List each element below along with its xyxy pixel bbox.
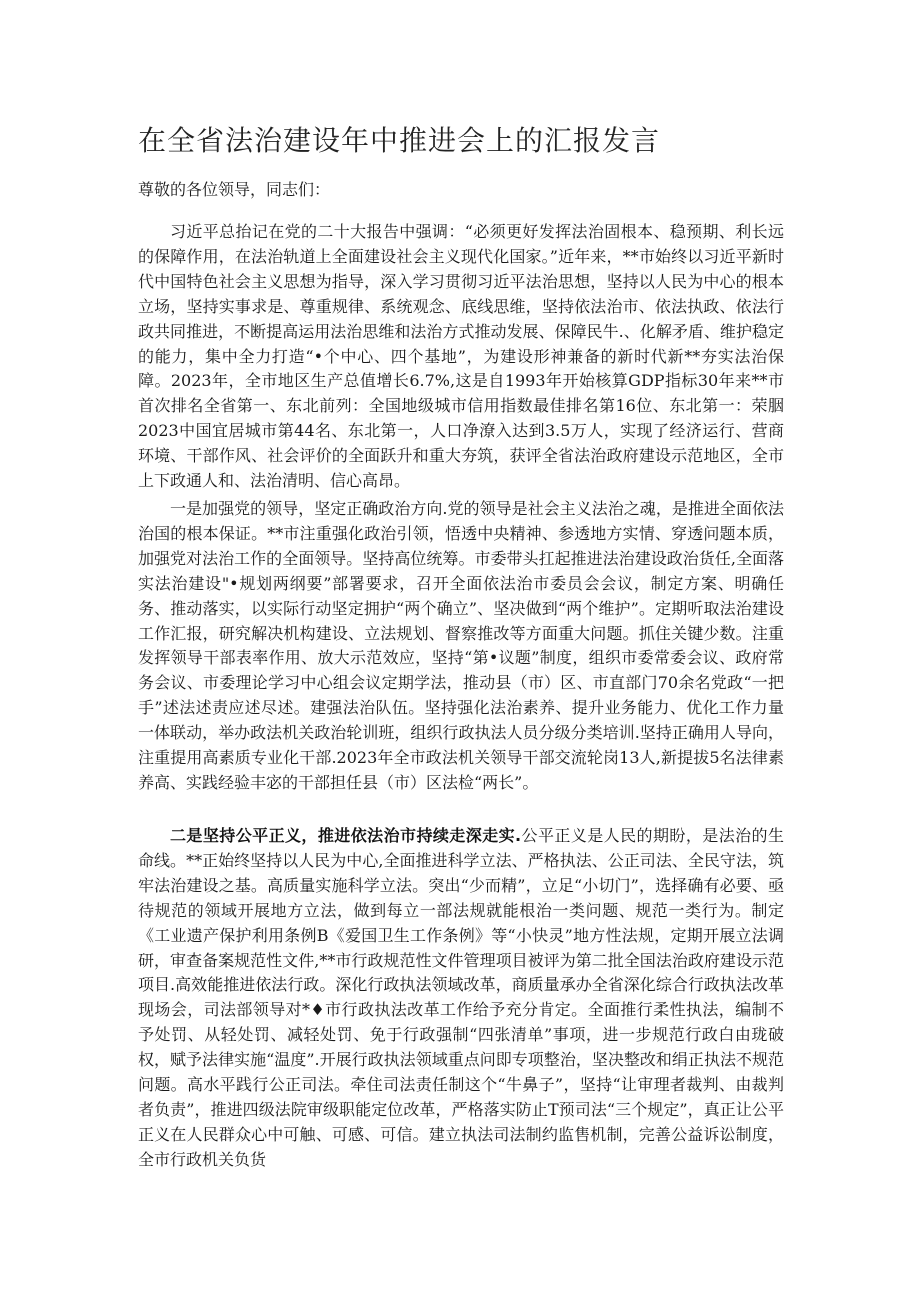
paragraph-text: 公平正义是人民的期盼，是法治的生命线。**正始终坚持以人民为中心,全面推进科学立法、严格执法、公正司法、全民守法，筑牢法治建设之基。高质量实施科学立法。突出“少而精”，立足“小切门”，选择确有必要、亟待规范的领域开展地方立法，做到每立一部法规就能根治一类问题、规范一类行为。制定《工业遗产保护利用条例B《爱国卫生工作条例》等“小快灵”地方性法规，定期开展立法调研，审查备案规范性文件,**市行政规范性文件管理项目被评为第二批全国法治政府建设示范项目.高效能推进依法行政。深化行政执法领域改革，商质量承办全省深化综合行政执法改革现场会，司法部领导对*♦市行政执法改革工作给予充分肯定。全面推行柔性执法，编制不予处罚、从轻处罚、减轻处罚、免于行政强制“四张清单”事项，进一步规范行政白由珑破权，赋予法律实施“温度”.开展行政执法领域重点问即专项整治，坚决整改和绢正执法不规范问题。高水平践行公正司法。牵住司法责任制这个“牛鼻子”，坚持“让审理者裁判、由裁判者负责”，推进四级法院审级职能定位改革，严格落实防止T预司法“三个规定”，真正让公平正义在人民群众心中可触、可感、可信。建立执法司法制约监售机制，完善公益诉讼制度，全市行政机关负货 xyxy=(138,826,784,1169)
paragraph-text: 一是加强党的领导，坚定正确政治方向.党的领导是社会主义法治之魂，是推进全面依法治国的根本保证。**市注重强化政治引领，悟透中央精神、参透地方实情、穿透问题本质，加强党对法治工作的全面领导。坚持高位统筹。市委带头扛起推进法治建设政治货任,全面落实法治建设"•规划两纲要”部署要求，召开全面依法治市委员会会议，制定方案、明确任务、推动落实，以实际行动坚定拥护“两个确立”、坚决做到“两个维护”。定期听取法治建设工作汇报，研究解决机构建设、立法规划、督察推改等方面重大问题。抓住关键少数。注重发挥领导干部表率作用、放大示范效应，坚持“第•议题”制度，组织市委常委会议、政府常务会议、市委理论学习中心组会议定期学法，推动县（市）区、市直部门70余名党政“一把手”述法述责应述尽述。建强法治队伍。坚持强化法治素养、提升业务能力、优化工作力量一体联动，举办政法机关政治轮训班，组织行政执法人员分级分类培训.坚持正确用人导向，注重提用高素质专业化干部.2023年全市政法机关领导干部交流轮岗13人,新提拔5名法律素养高、实践经验丰宓的干部担任县（市）区法检“两长”。 xyxy=(138,499,784,792)
paragraph-lead: 二是坚持公平正义，推进依法治市持续走深走实. xyxy=(170,826,522,845)
paragraph-text: 习近平总抬记在党的二十大报告中强调：“必须更好发挥法治固根本、稳预期、利长远的保障作用，在法治轨道上全面建设社会主义现代化国家。”近年来，**市始终以习近平新时代中国特色社会主义思想为指导，深入学习贯彻习近平法治思想，坚持以人民为中心的根本立场，坚持实事求是、尊重规律、系统观念、底线思维，坚持依法治市、依法执政、依法行政共同推进，不断提高运用法治思维和法治方式推动发展、保障民牛.、化解矛盾、维护稳定的能力，集中全力打造“•个中心、四个基地”，为建设形神兼备的新时代新**夯实法治保障。2023年，全市地区生产总值增长6.7%,这是自1993年开始核算GDP指标30年来**市首次排名全省第一、东北前列：全国地级城市信用指数最佳排名第16位、东北第一：荣胭2023中国宜居城市第44名、东北第一，人口净潦入达到3.5万人，实现了经济运行、营商环境、干部作风、社会评价的全面跃升和重大夯筑，获评全省法治政府建设示范地区，全市上下政通人和、法治清明、信心高昂。 xyxy=(138,222,784,491)
paragraph-intro xyxy=(138,220,784,494)
salutation: 尊敬的各位领导，同志们： xyxy=(138,180,331,199)
paragraph-fairness-justice xyxy=(138,824,784,1173)
document-title: 在全省法治建设年中推进会上的汇报发言 xyxy=(138,124,661,157)
paragraph-party-leadership xyxy=(138,497,784,796)
